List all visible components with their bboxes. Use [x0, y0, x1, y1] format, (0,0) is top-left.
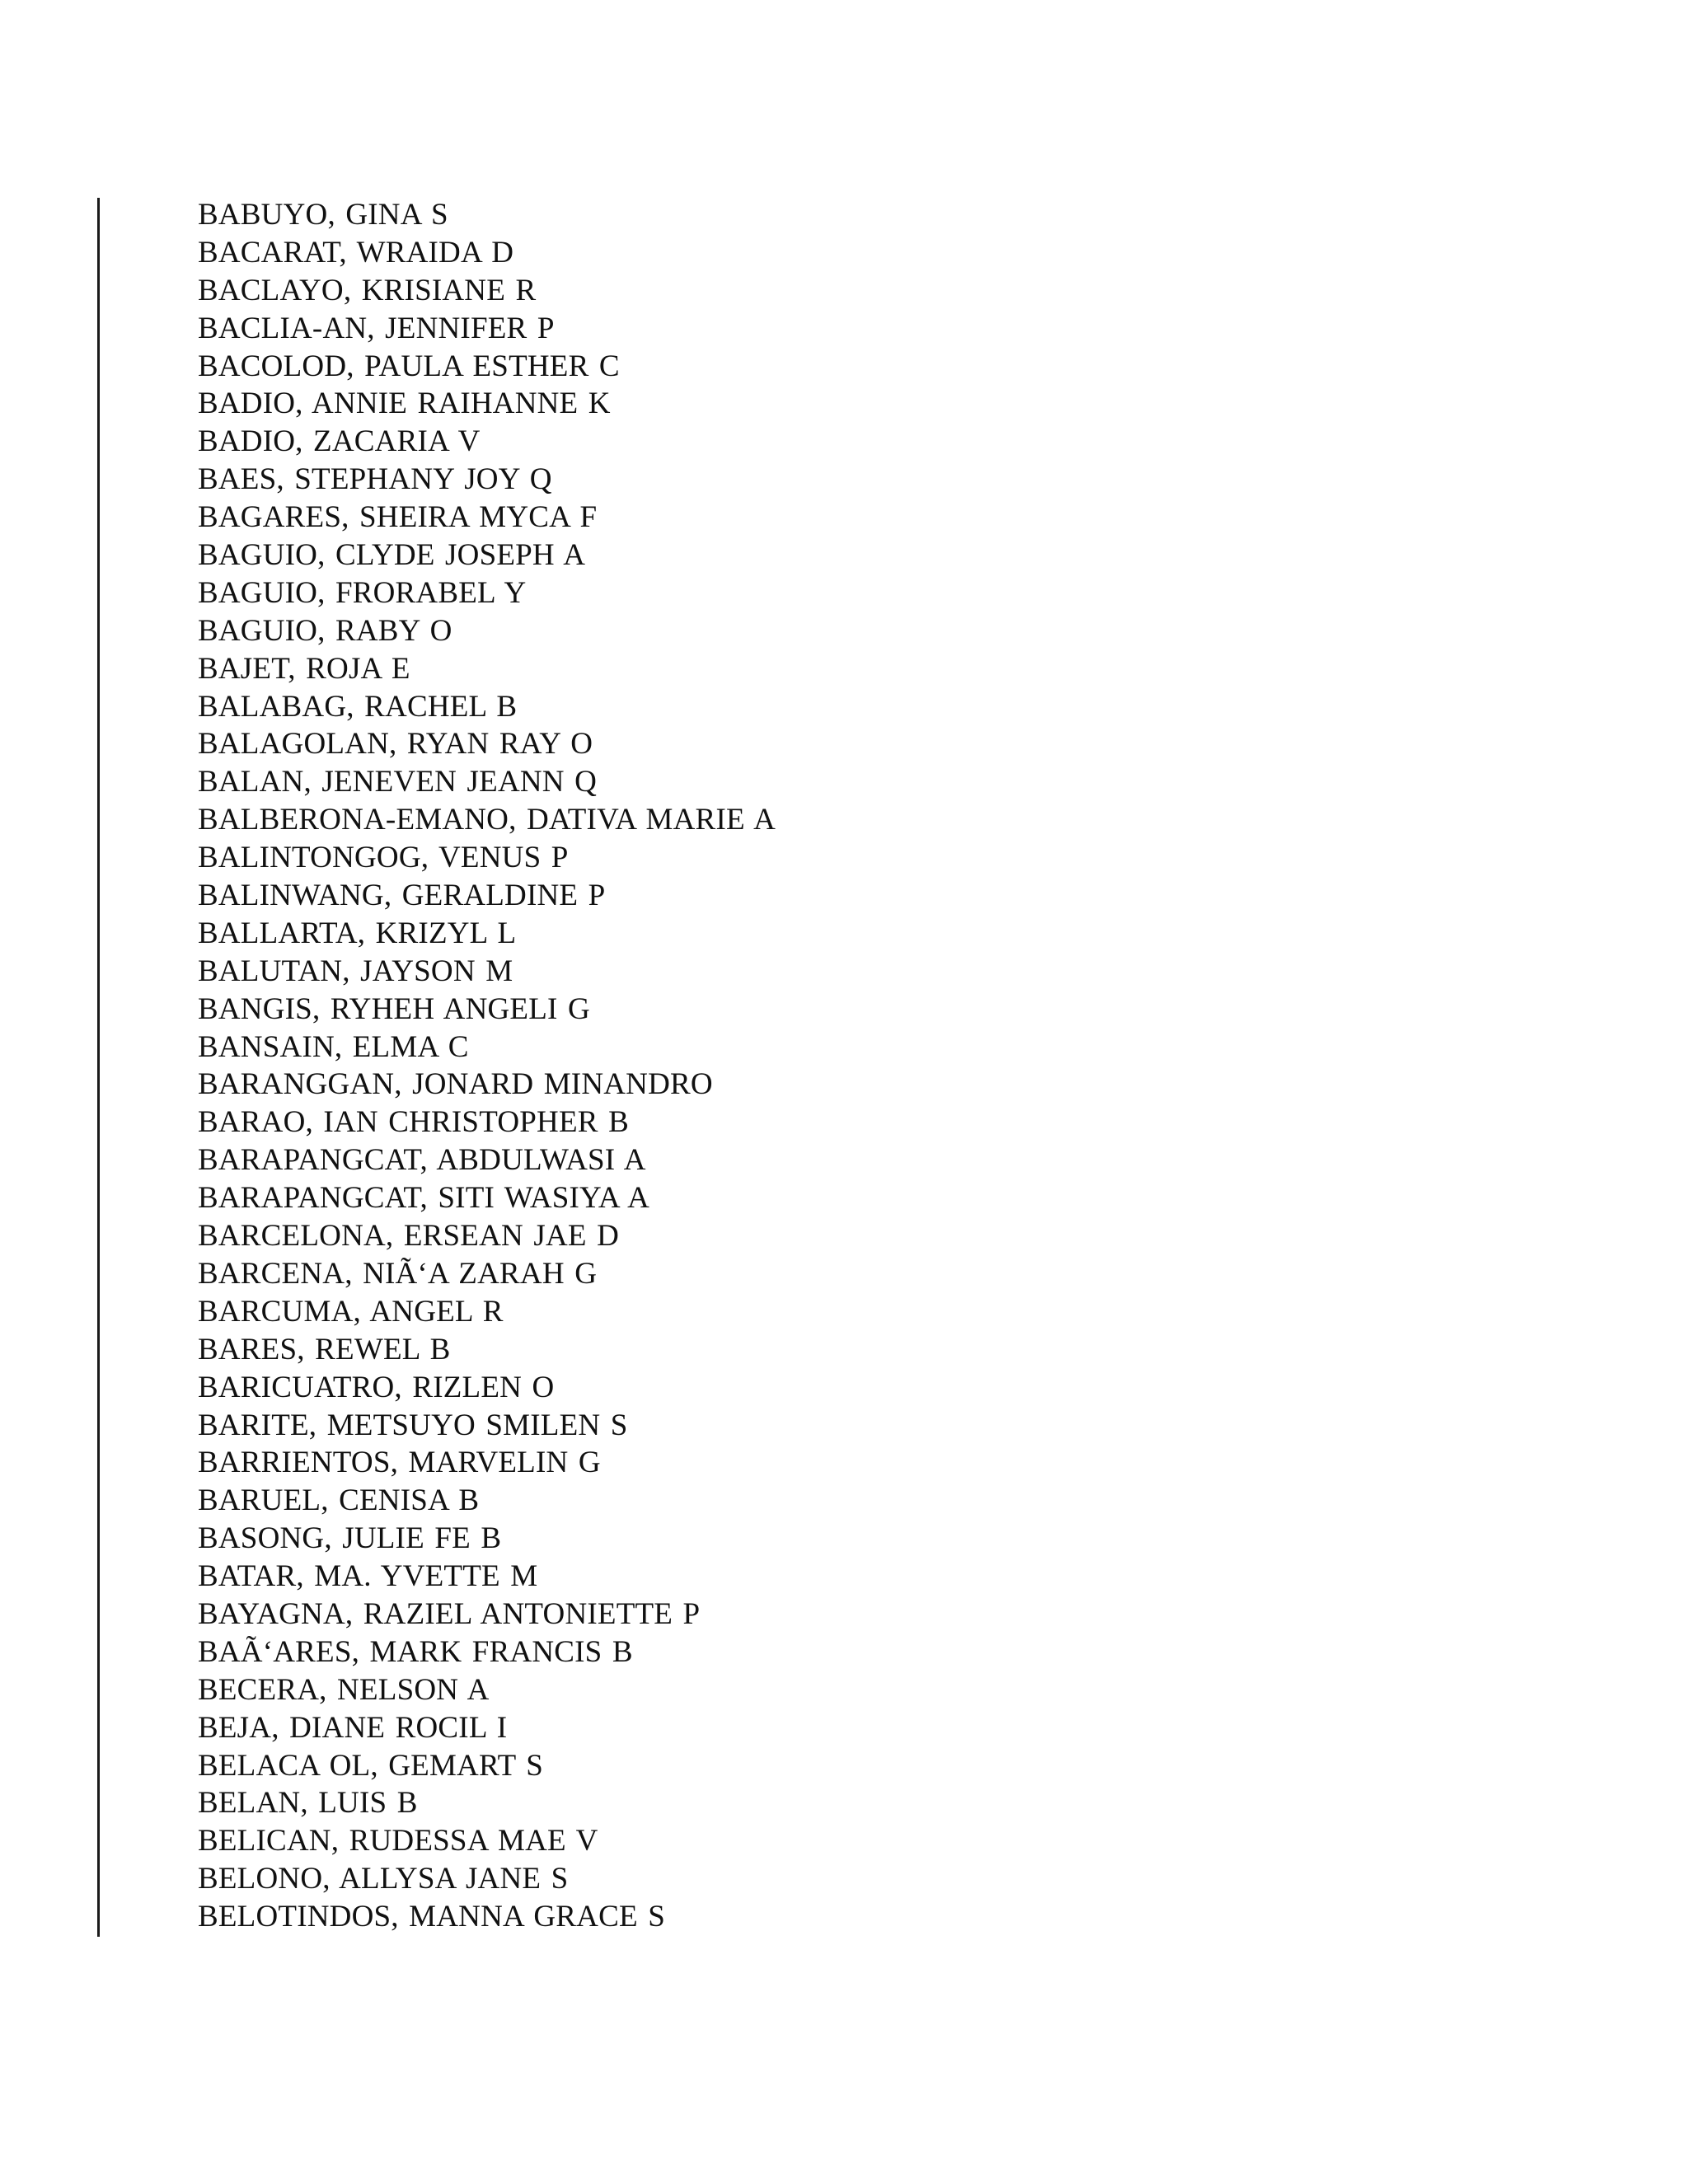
list-item: BATAR, MA. YVETTE M	[198, 1559, 538, 1594]
list-item: BARCELONA, ERSEAN JAE D	[198, 1219, 620, 1254]
list-item: BELONO, ALLYSA JANE S	[198, 1862, 569, 1896]
list-item: BEJA, DIANE ROCIL I	[198, 1710, 508, 1745]
list-item: BALINTONGOG, VENUS P	[198, 841, 569, 875]
list-item: BALINWANG, GERALDINE P	[198, 879, 606, 913]
list-item: BELOTINDOS, MANNA GRACE S	[198, 1900, 665, 1934]
list-item: BABUYO, GINA S	[198, 198, 448, 232]
list-item: BANGIS, RYHEH ANGELI G	[198, 991, 590, 1026]
list-item: BADIO, ANNIE RAIHANNE K	[198, 387, 611, 421]
list-item: BAYAGNA, RAZIEL ANTONIETTE P	[198, 1596, 701, 1631]
list-item: BASONG, JULIE FE B	[198, 1521, 502, 1556]
list-item: BALUTAN, JAYSON M	[198, 954, 513, 988]
list-item: BARAPANGCAT, SITI WASIYA A	[198, 1181, 650, 1216]
list-item: BACARAT, WRAIDA D	[198, 235, 514, 269]
list-item: BARAPANGCAT, ABDULWASI A	[198, 1143, 646, 1178]
list-item: BANSAIN, ELMA C	[198, 1029, 469, 1064]
list-item: BAGUIO, FRORABEL Y	[198, 575, 527, 610]
list-item: BELACA OL, GEMART S	[198, 1748, 543, 1783]
list-item: BAGUIO, CLYDE JOSEPH A	[198, 538, 586, 573]
list-item: BAÃ‘ARES, MARK FRANCIS B	[198, 1634, 633, 1669]
list-item: BARES, REWEL B	[198, 1332, 451, 1366]
list-item: BALAN, JENEVEN JEANN Q	[198, 765, 598, 799]
list-item: BARANGGAN, JONARD MINANDRO	[198, 1067, 713, 1102]
list-item: BARICUATRO, RIZLEN O	[198, 1370, 555, 1404]
list-item: BALLARTA, KRIZYL L	[198, 916, 517, 950]
list-item: BACLIA-AN, JENNIFER P	[198, 311, 555, 345]
list-item: BELAN, LUIS B	[198, 1786, 418, 1821]
list-item: BACLAYO, KRISIANE R	[198, 273, 537, 307]
list-item: BALAGOLAN, RYAN RAY O	[198, 727, 593, 762]
name-list	[198, 196, 776, 1936]
list-item: BARCENA, NIÃ‘A ZARAH G	[198, 1256, 598, 1291]
list-item: BACOLOD, PAULA ESTHER C	[198, 349, 620, 383]
list-item: BARUEL, CENISA B	[198, 1483, 480, 1518]
list-item: BARAO, IAN CHRISTOPHER B	[198, 1105, 629, 1140]
list-item: BARRIENTOS, MARVELIN G	[198, 1446, 601, 1480]
list-item: BAES, STEPHANY JOY Q	[198, 462, 552, 497]
list-item: BARITE, METSUYO SMILEN S	[198, 1408, 628, 1442]
list-item: BARCUMA, ANGEL R	[198, 1294, 504, 1329]
list-item: BALBERONA-EMANO, DATIVA MARIE A	[198, 803, 776, 837]
list-item: BAGARES, SHEIRA MYCA F	[198, 500, 598, 535]
list-item: BAGUIO, RABY O	[198, 613, 452, 648]
list-item: BAJET, ROJA E	[198, 651, 410, 686]
list-item: BECERA, NELSON A	[198, 1672, 490, 1707]
list-item: BELICAN, RUDESSA MAE V	[198, 1824, 598, 1858]
list-item: BADIO, ZACARIA V	[198, 424, 481, 459]
list-item: BALABAG, RACHEL B	[198, 689, 518, 724]
margin-rule	[97, 198, 100, 1937]
